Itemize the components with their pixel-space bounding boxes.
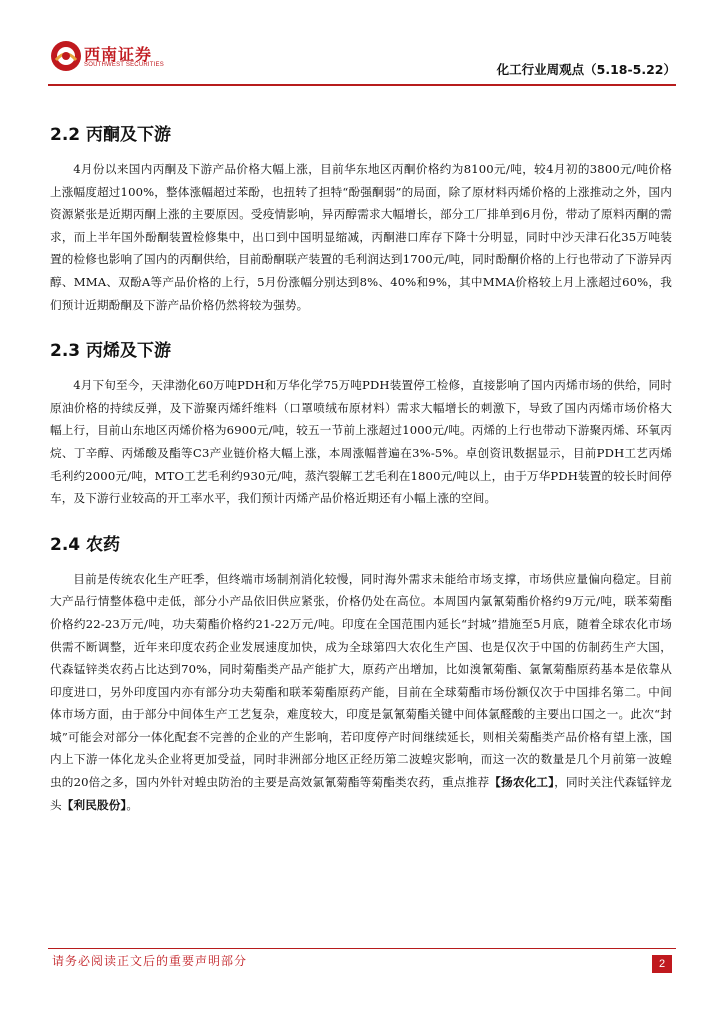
pesticide-text-end: 。 [126,797,139,812]
header-divider [48,84,676,86]
pesticide-text-start: 目前是传统农化生产旺季，但终端市场制剂消化较慢，同时海外需求未能给市场支撑，市场供应量偏向稳定。目前大产品行情整体稳中走低，部分小产品依旧供应紧张，价格仍处在高位。本周国内氯氰菊酯价格约9万元/吨，联苯菊酯价格约22-23万元/吨，功夫菊酯价格约21-22万元/吨。印度在全国范围内延长“封城”措施至5月底，随着全球农化市场供需不断调整，近年来印度农药企业发展速度加快，成为全球第四大农化生产国、也是仅次于中国的仿制药生产大国，代森锰锌类农药占比达到70%，同时菊酯类产品产能扩大，原药产出增加，比如溴氰菊酯、氯氰菊酯原药基本是依靠从印度进口，另外印度国内亦有部分功夫菊酯和联苯菊酯原药产能，目前在全球菊酯市场份额仅次于中国排名第二。中间体市场方面，由于部分中间体生产工艺复杂，难度较大，印度是氯氰菊酯关键中间体氯醛酸的主要出口国之一。此次“封城”可能会对部分一体化配套不完善的企业的产生影响，若印度停产时间继续延长，则相关菊酯类产品价格有望上涨，国内上下游一体化龙头企业将更加受益，同时非洲部分地区正经历第二波蝗灾影响，而这一次的数量是几个月前第一波蝗虫的20倍之多，国内外针对蝗虫防治的主要是高效氯氰菊酯等菊酯类农药，重点推荐 [50,571,672,790]
section-body-acetone: 4月份以来国内丙酮及下游产品价格大幅上涨，目前华东地区丙酮价格约为8100元/吨，较4月初的3800元/吨价格上涨幅度超过100%，整体涨幅超过苯酚，也扭转了担特“酚强酮弱”的局面，除了原材料丙烯价格的上涨推动之外，国内资源紧张是近期丙酮上涨的主要原因。受疫情影响，异丙醇需求大幅增长，部分工厂排单到6月份，带动了原料丙酮的需求，而上半年国外酚酮装置检修集中，出口到中国明显缩减，丙酮港口库存下降十分明显，同时中沙天津石化35万吨装置的检修也影响了国内的丙酮供给，目前酚酮联产装置的毛利润达到1700元/吨，同时酚酮价格的上行也带动了下游异丙醇、MMA、双酚A等产品价格的上行，5月份涨幅分别达到8%、40%和9%，其中MMA价格较上月上涨超过60%，我们预计近期酚酮及下游产品价格仍然将较为强势。 [50,162,672,312]
brand-logo [48,38,168,76]
recommendation-limin: 【利民股份】 [61,797,127,812]
brand-logo-icon [50,40,82,72]
main-content [50,110,672,816]
recommendation-yangnong: 【扬农化工】 [489,775,555,790]
footer-divider [48,948,676,949]
section-heading-acetone: 2.2 丙酮及下游 [50,125,172,145]
section-heading-propylene: 2.3 丙烯及下游 [50,341,172,362]
footer-disclaimer: 请务必阅读正文后的重要声明部分 [52,954,248,968]
section-heading-pesticide: 2.4 农药 [50,534,121,555]
report-title: 化工行业周观点（5.18-5.22） [496,62,676,77]
pesticide-text-mid: ，同时关注代森锰锌龙头 [50,775,672,812]
page-number: 2 [652,955,672,973]
brand-name-en: SOUTHWEST SECURITIES [84,62,164,68]
section-body-propylene: 4月下旬至今，天津渤化60万吨PDH和万华化学75万吨PDH装置停工检修，直接影响了国内丙烯市场的供给，同时原油价格的持续反弹，及下游聚丙烯纤维料（口罩喷绒布原材料）需求大幅增长的刺激下，导致了国内丙烯市场价格大幅上行，目前山东地区丙烯价格为6900元/吨，较五一节前上涨超过1000元/吨。丙烯的上行也带动下游聚丙烯、环氧丙烷、丁辛醇、丙烯酸及酯等C3产业链价格大幅上涨，本周涨幅普遍在3%-5%。卓创资讯数据显示，目前PDH工艺丙烯毛利约2000元/吨，MTO工艺毛利约930元/吨，蒸汽裂解工艺毛利在1800元/吨以上，由于万华PDH装置的较长时间停车，及下游行业较高的开工率水平，我们预计丙烯产品价格近期还有小幅上涨的空间。 [50,378,672,506]
section-body-pesticide [50,568,672,817]
brand-name-cn: 西南证券 [84,45,153,64]
page-header [48,30,676,78]
